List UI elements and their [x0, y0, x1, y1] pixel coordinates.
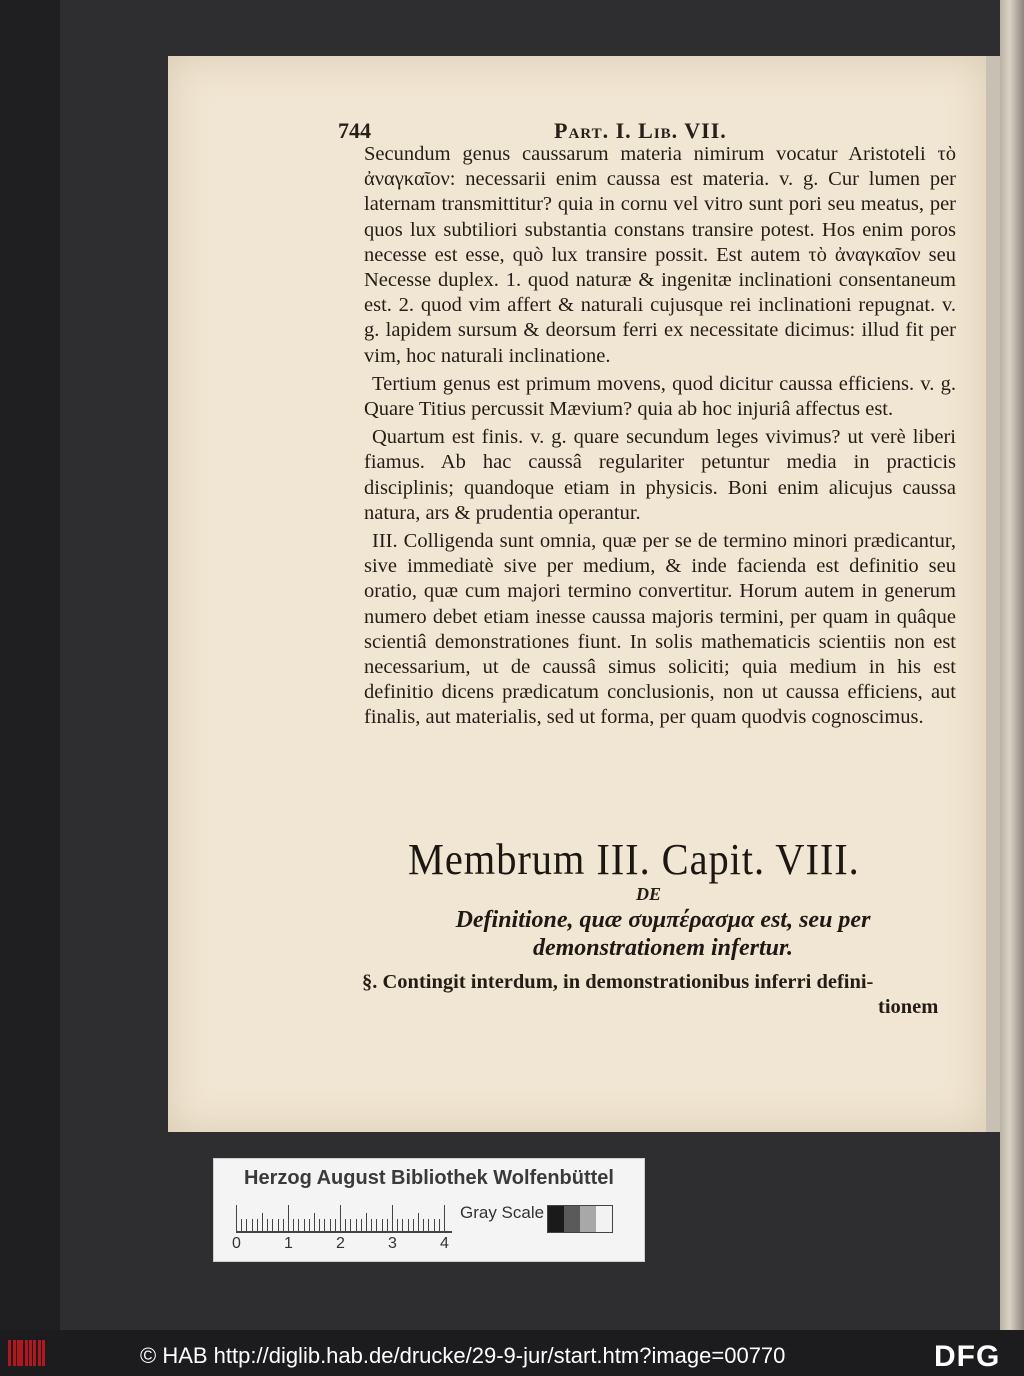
logo-bar: [29, 1340, 32, 1366]
ruler-tick: [293, 1219, 294, 1231]
page-edge-shadow: [986, 56, 1000, 1132]
gray-swatch: [548, 1206, 564, 1232]
ruler-tick: [241, 1219, 242, 1231]
ruler-tick: [402, 1219, 403, 1231]
color-reference-card: [213, 1158, 645, 1262]
ruler-tick: [298, 1219, 299, 1231]
running-head: Part. I. Lib. VII.: [554, 118, 727, 143]
library-name: Herzog August Bibliothek Wolfenbüttel: [244, 1167, 614, 1189]
hab-barcode-logo-icon: [8, 1336, 48, 1370]
gray-swatch: [564, 1206, 580, 1232]
ruler-tick: [350, 1219, 351, 1231]
logo-bar: [13, 1340, 16, 1366]
ruler-tick: [382, 1219, 383, 1231]
ruler-tick: [345, 1219, 346, 1231]
definition-title: Definitione, quæ συμπέρασμα est, seu per demonstrationem infertur.: [455, 907, 871, 961]
logo-bar: [33, 1340, 36, 1366]
ruler-tick: [278, 1219, 279, 1231]
ruler-tick: [262, 1213, 263, 1231]
ruler-tick: [304, 1219, 305, 1231]
ruler-tick: [392, 1205, 393, 1231]
ruler-tick: [335, 1219, 336, 1231]
ruler-tick: [330, 1219, 331, 1231]
ruler-tick: [309, 1219, 310, 1231]
footer-copyright-link[interactable]: © HAB http://diglib.hab.de/drucke/29-9-jur/start.htm?image=00770: [140, 1343, 786, 1368]
last-paragraph: §. Contingit interdum, in demonstrationibus inferri defini-: [362, 971, 874, 993]
gray-scale-bar: [547, 1205, 613, 1233]
ruler-tick: [413, 1219, 414, 1231]
ruler-tick: [272, 1219, 273, 1231]
ruler-number-2: 2: [336, 1235, 345, 1252]
logo-bar: [25, 1340, 28, 1366]
ruler-tick: [252, 1219, 253, 1231]
ruler-tick: [418, 1213, 419, 1231]
ruler-tick: [246, 1219, 247, 1231]
ruler-number-4: 4: [440, 1235, 449, 1252]
ruler-tick: [408, 1219, 409, 1231]
ruler-tick: [387, 1219, 388, 1231]
logo-bar: [38, 1340, 41, 1366]
ruler-tick: [267, 1219, 268, 1231]
ruler-tick: [423, 1219, 424, 1231]
ruler-tick: [288, 1205, 289, 1231]
ruler-tick: [356, 1219, 357, 1231]
ruler-tick: [428, 1219, 429, 1231]
logo-bar: [8, 1340, 11, 1366]
paragraph-quartum: Quartum est finis. v. g. quare secundum leges vivimus? ut verè liberi fiamus. Ab hac caussâ regulariter petuntur media in practicis disciplinis; quandoque etiam in physicis. Boni enim alicujus caussa natura, ars & prudentia operantur.: [364, 426, 956, 524]
ruler-tick: [366, 1213, 367, 1231]
ruler-tick: [376, 1219, 377, 1231]
measurement-ruler: [236, 1203, 452, 1233]
logo-bar: [20, 1340, 23, 1366]
ruler-tick: [434, 1219, 435, 1231]
ruler-tick: [324, 1219, 325, 1231]
ruler-tick: [444, 1205, 445, 1231]
catchword: tionem: [878, 996, 939, 1018]
ruler-tick: [283, 1219, 284, 1231]
page-body: [364, 142, 956, 731]
ruler-number-0: 0: [232, 1235, 241, 1252]
ruler-tick: [340, 1205, 341, 1231]
section-heading: Membrum III. Capit. VIII.: [408, 835, 860, 884]
ruler-tick: [236, 1205, 237, 1231]
dfg-logo: DFG: [934, 1340, 1001, 1373]
ruler-tick: [319, 1219, 320, 1231]
ruler-number-1: 1: [284, 1235, 293, 1252]
page-number: 744: [338, 118, 371, 143]
gray-swatch: [580, 1206, 596, 1232]
ruler-tick: [371, 1219, 372, 1231]
logo-bar: [42, 1340, 45, 1366]
ruler-tick: [361, 1219, 362, 1231]
ruler-tick: [439, 1219, 440, 1231]
gray-swatch: [596, 1206, 612, 1232]
gray-scale-label: Gray Scale: [460, 1203, 545, 1222]
ruler-tick: [397, 1219, 398, 1231]
paragraph-iii: III. Colligenda sunt omnia, quæ per se de termino minori prædicantur, sive immediatè sive per medium, & inde facienda est definitio seu oratio, quæ cum majori termino convertitur. Horum autem in generum numero debet etiam inesse caussa majoris termini, per quam in quâque scientiâ demonstrationes fiunt. In solis mathematicis scientiis non est necessarium, ut de caussâ simus soliciti; quia medium in his est definitio dicens prædicatum conclusionis, non ut caussa efficiens, aut finalis, aut materialis, sed ut forma, per quam quodvis cognoscimus.: [364, 530, 956, 729]
ruler-tick: [314, 1213, 315, 1231]
ruler-tick: [257, 1219, 258, 1231]
book-binding-edge: [1000, 0, 1024, 1330]
paragraph-tertium: Tertium genus est primum movens, quod dicitur caussa efficiens. v. g. Quare Titius percussit Mævium? quia ab hoc injuriâ affectus est.: [364, 372, 956, 421]
de-heading: DE: [636, 884, 662, 904]
scan-left-edge: [0, 0, 60, 1330]
ruler-number-3: 3: [388, 1235, 397, 1252]
paragraph-secundum: Secundum genus caussarum materia nimirum vocatur Aristoteli τὸ ἀναγκαῖον: necessarii enim caussa est materia. v. g. Cur lumen per laternam transmittitur? quia in cornu vel vitro sunt pori seu meatus, per quos lux subtiliori substantia constans transire potest. Hos enim poros necesse est esse, quò lux transire possit. Est autem τὸ ἀναγκαῖον seu Necesse duplex. 1. quod naturæ & ingenitæ inclinationi consentaneum est. 2. quod vim affert & naturali cujusque rei inclinationi repugnat. v. g. lapidem sursum & deorsum ferri ex necessitate dicimus: illud fit per vim, hoc naturali inclinatione.: [364, 143, 956, 367]
